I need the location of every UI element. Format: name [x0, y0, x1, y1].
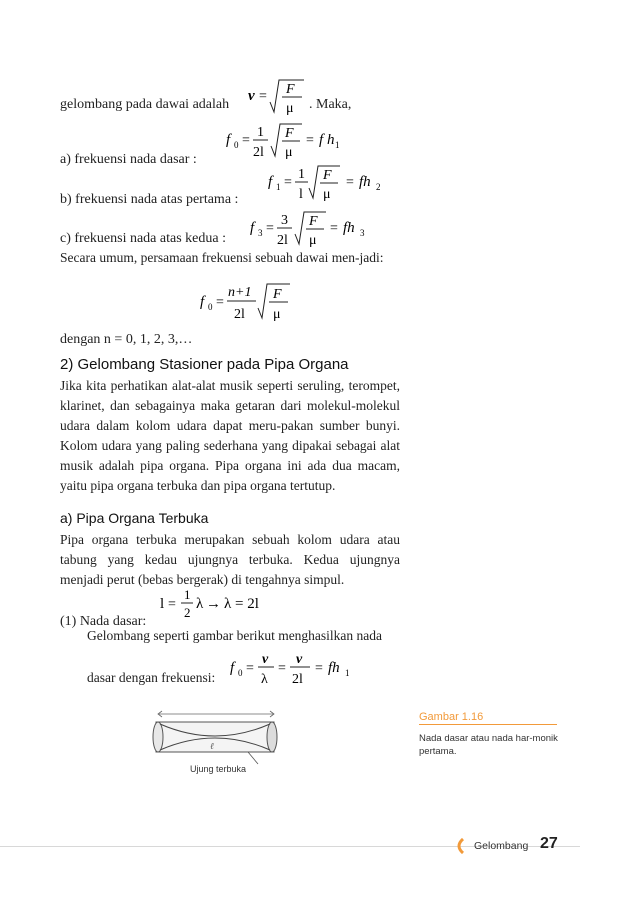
footer-chapter: Gelombang: [474, 840, 529, 852]
page-number: 27: [540, 835, 558, 852]
svg-text:1: 1: [298, 167, 305, 182]
list-b-label: b) frekuensi nada atas pertama :: [60, 192, 239, 207]
svg-text:fh: fh: [343, 220, 355, 236]
svg-text:l: l: [299, 187, 303, 202]
formula-v-eq: =: [259, 89, 267, 104]
svg-text:=: =: [242, 133, 250, 148]
general-text: Secara umum, persamaan frekuensi sebuah dawai men-jadi:: [60, 250, 384, 265]
svg-text:v: v: [262, 652, 269, 667]
svg-text:=: =: [284, 175, 292, 190]
svg-text:1: 1: [345, 668, 350, 678]
dengan-text: dengan n = 0, 1, 2, 3,…: [60, 332, 193, 347]
svg-text:=: =: [216, 295, 224, 310]
svg-text:=: =: [315, 661, 323, 676]
item1-text: Gelombang seperti gambar berikut menghasilkan nada: [87, 628, 383, 643]
formula-general: [198, 278, 298, 326]
formula-f0: [228, 646, 358, 690]
pipe-body: [156, 722, 274, 752]
svg-text:F: F: [273, 287, 282, 302]
chapter-marker-icon: [453, 838, 467, 854]
svg-text:F: F: [285, 126, 294, 141]
item1-label: (1) Nada dasar:: [60, 614, 147, 629]
formula-a: [224, 116, 354, 164]
svg-text:f: f: [250, 220, 255, 236]
figure-title: Gambar 1.16: [419, 711, 484, 723]
caption-rule: [419, 724, 557, 725]
pointer-line: [248, 752, 258, 764]
svg-text:=: =: [330, 221, 338, 236]
formula-b: [266, 160, 396, 208]
intro-text-before: gelombang pada dawai adalah: [60, 97, 230, 112]
svg-text:2l: 2l: [253, 145, 264, 160]
list-c-label: c) frekuensi nada atas kedua :: [60, 231, 226, 246]
svg-text:1: 1: [184, 587, 191, 602]
svg-text:μ: μ: [273, 307, 281, 322]
svg-text:f: f: [319, 132, 324, 148]
svg-text:0: 0: [208, 302, 213, 312]
svg-text:λ: λ: [261, 672, 268, 687]
section2-paragraph: Jika kita perhatikan alat-alat musik seperti seruling, terompet, klarinet, dan sebagainya maka getaran dari molekul-molekul udara dalam kolom udara dapat meru-pakan sumber bunyi. Kolom udara yang paling sederhana yang dipakai sebagai alat musik adalah pipa organa. Pipa organa ini ada dua macam, yaitu pipa organa terbuka dan pipa organa tertutup.: [60, 378, 400, 493]
subsection-a-paragraph: Pipa organa terbuka merupakan sebuah kolom udara atau tabung yang kedau ujungnya terbuka. Kedua ujungnya menjadi perut (bebas bergerak) di tengahnya simpul.: [60, 532, 400, 587]
svg-text:2l: 2l: [234, 307, 245, 322]
formula-c: [248, 204, 378, 252]
svg-text:f: f: [226, 132, 231, 148]
svg-text:0: 0: [234, 140, 239, 150]
svg-text:F: F: [323, 168, 332, 183]
svg-text:fh: fh: [359, 174, 371, 190]
svg-text:3: 3: [360, 228, 365, 238]
formula-l: [158, 584, 278, 624]
svg-text:n+1: n+1: [228, 285, 252, 300]
svg-text:3: 3: [258, 228, 263, 238]
formula-v: [246, 72, 306, 120]
svg-text:v: v: [296, 652, 303, 667]
figure-description: Nada dasar atau nada har-monik pertama.: [419, 733, 558, 757]
svg-text:=: =: [266, 221, 274, 236]
svg-text:λ: λ: [196, 596, 204, 612]
svg-text:2: 2: [376, 182, 381, 192]
svg-text:1: 1: [276, 182, 281, 192]
svg-text:2l: 2l: [292, 672, 303, 687]
pipe-right-end: [267, 722, 277, 752]
intro-text-after: . Maka,: [309, 97, 352, 112]
svg-text:1: 1: [257, 125, 264, 140]
svg-text:f: f: [268, 174, 273, 190]
svg-text:3: 3: [281, 213, 288, 228]
svg-text:F: F: [309, 214, 318, 229]
intro-text: [60, 95, 229, 115]
item1-text2: dasar dengan frekuensi:: [87, 670, 216, 685]
svg-text:l: l: [160, 596, 165, 612]
list-a-label: a) frekuensi nada dasar :: [60, 152, 197, 167]
svg-text:h: h: [327, 132, 335, 148]
svg-text:2: 2: [184, 605, 191, 620]
section2-heading: 2) Gelombang Stasioner pada Pipa Organa: [60, 356, 349, 373]
figure-caption-label: Ujung terbuka: [190, 764, 247, 774]
pipe-figure: [148, 708, 288, 768]
svg-text:μ: μ: [309, 233, 317, 248]
svg-text:=: =: [346, 175, 354, 190]
formula-v-num: F: [286, 82, 295, 97]
pipe-length-label: ℓ: [210, 741, 214, 751]
svg-text:μ: μ: [323, 187, 331, 202]
svg-text:f: f: [200, 294, 205, 310]
formula-v-lhs: v: [248, 88, 255, 104]
svg-text:μ: μ: [285, 145, 293, 160]
svg-text:2l: 2l: [277, 233, 288, 248]
svg-text:λ = 2l: λ = 2l: [224, 596, 259, 612]
svg-text:=: =: [306, 133, 314, 148]
svg-text:1: 1: [335, 140, 340, 150]
svg-text:=: =: [168, 597, 176, 612]
svg-text:f: f: [230, 660, 235, 676]
subsection-a-heading: a) Pipa Organa Terbuka: [60, 510, 209, 526]
svg-text:fh: fh: [328, 660, 340, 676]
svg-text:=: =: [246, 661, 254, 676]
formula-v-den: μ: [286, 101, 294, 116]
pipe-left-end: [153, 722, 163, 752]
svg-text:0: 0: [238, 668, 243, 678]
svg-text:=: =: [278, 661, 286, 676]
svg-text:→: →: [206, 596, 221, 612]
